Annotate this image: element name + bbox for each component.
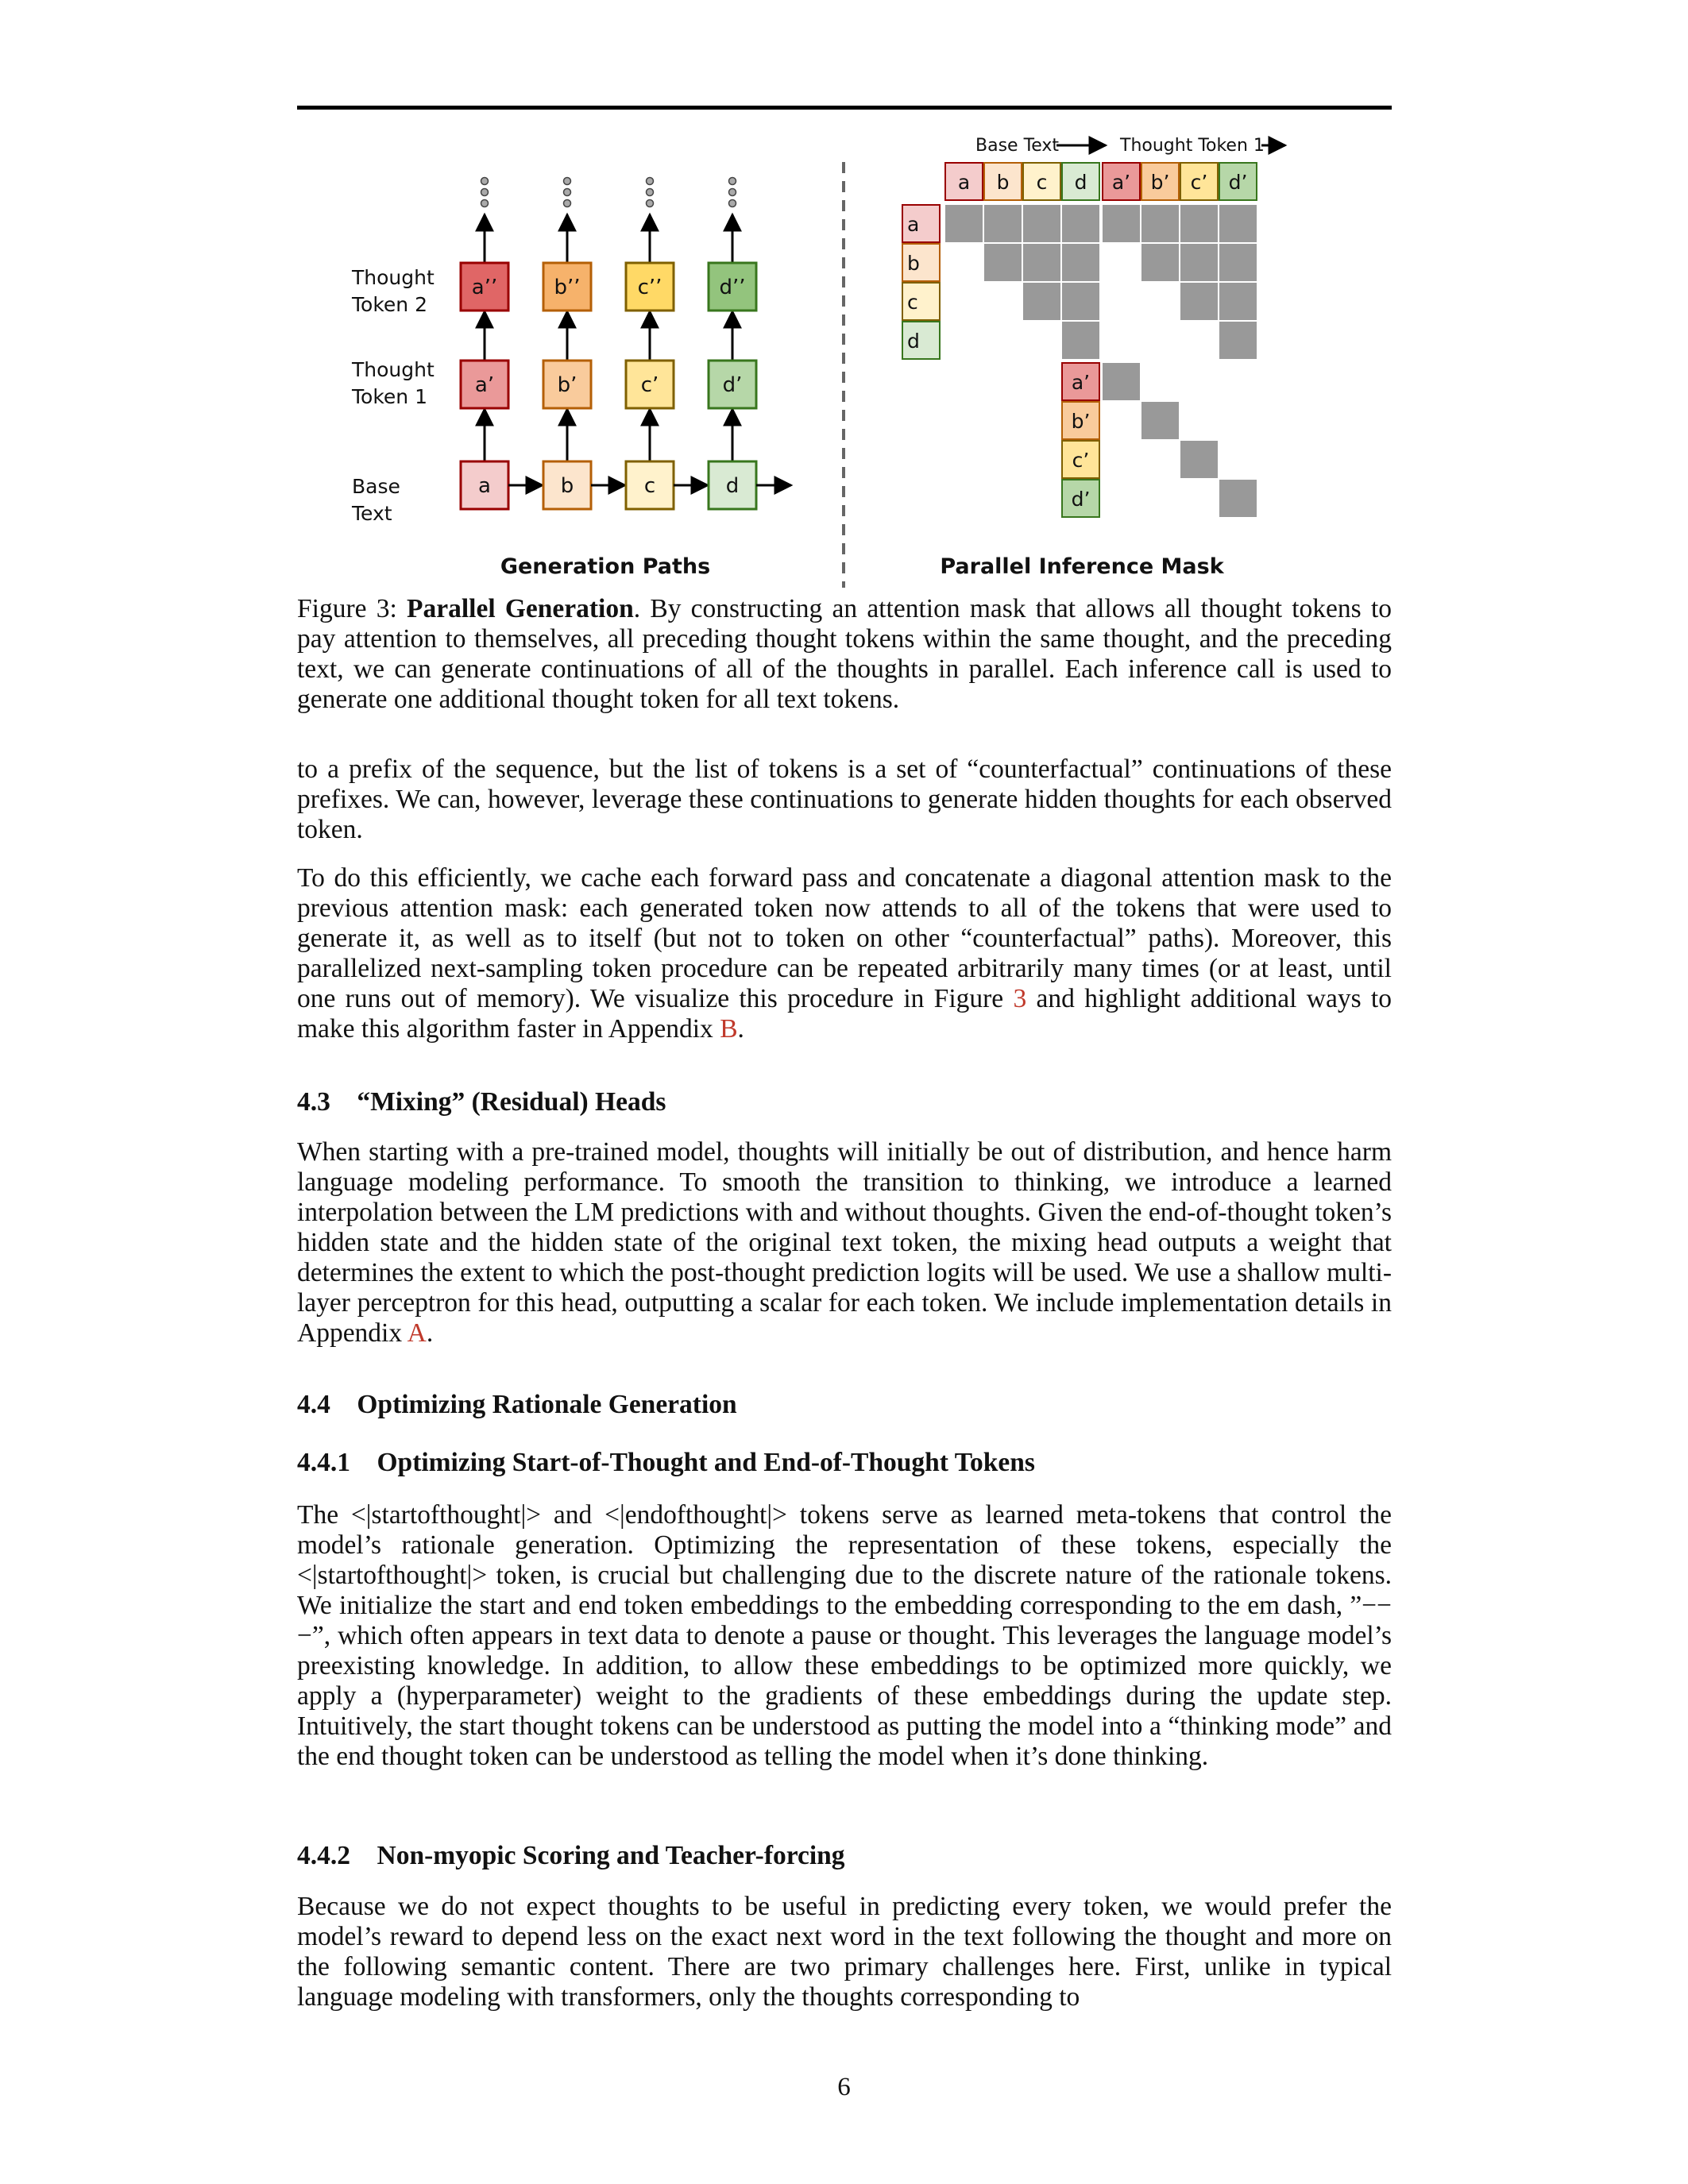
mask-cell-attend — [984, 205, 1022, 242]
row-label-base-text-line1: Base — [352, 475, 400, 498]
section-heading-4-4-1: 4.4.1 Optimizing Start-of-Thought and End-of-Thought Tokens — [297, 1448, 1035, 1477]
continuation-dot — [481, 189, 489, 196]
row-label-thought-token-2-line2: Token 2 — [352, 293, 427, 316]
continuation-dot — [647, 178, 654, 185]
mask-cell-attend — [1219, 244, 1257, 281]
thought-token-1-label: a’ — [474, 373, 495, 397]
mask-cell-attend — [1062, 322, 1099, 359]
generation-paths-title: Generation Paths — [500, 554, 711, 579]
paragraph-diagonal-mask — [297, 863, 1392, 1044]
mask-cell-attend — [1141, 205, 1179, 242]
appendix-a-link[interactable]: A — [407, 1318, 427, 1348]
thought-token-2-label: c’’ — [637, 276, 662, 299]
continuation-dot — [564, 178, 571, 185]
mask-column-header-base-text: b — [996, 171, 1010, 194]
mask-cell-attend — [1141, 402, 1179, 439]
continuation-dot — [647, 189, 654, 196]
thought-token-1-label: d’ — [722, 373, 743, 397]
section-heading-4-4-2: 4.4.2 Non-myopic Scoring and Teacher-forcing — [297, 1841, 845, 1870]
mask-column-header-thought-text: d’ — [1228, 171, 1248, 194]
mask-cell-attend — [1062, 283, 1099, 320]
mask-column-header-base-text: d — [1074, 171, 1087, 194]
mask-cell-attend — [1219, 283, 1257, 320]
mask-row-header-base-text: b — [907, 252, 920, 275]
continuation-dot — [647, 200, 654, 207]
continuation-dot — [564, 189, 571, 196]
mask-row-header-thought-text: b’ — [1071, 410, 1091, 433]
generation-paths — [461, 178, 791, 510]
mask-cell-attend — [945, 205, 983, 242]
paragraph-start-end-tokens — [297, 1500, 1392, 1772]
mask-cell-attend — [1023, 283, 1060, 320]
parallel-inference-mask — [902, 163, 1257, 517]
mask-row-header-base-text: c — [907, 291, 918, 314]
thought-token-2-label: a’’ — [471, 276, 498, 299]
page-number: 6 — [837, 2073, 851, 2101]
mask-cell-attend — [1062, 205, 1099, 242]
appendix-b-link[interactable]: B — [720, 1014, 738, 1044]
paragraph-text: . — [426, 1318, 434, 1348]
paragraph-text: The <|startofthought|> and <|endofthought|> tokens serve as learned meta-tokens that control the model’s rationale generation. Optimizing the representation of these tokens, especially the <|startofthought|> token, is crucial but challenging due to the discrete nature of the rationale tokens. We initialize the start and end token embeddings to the embedding corresponding to the em dash, ”−−−”, which often appears in text data to denote a pause or thought. This leverages the language model’s preexisting knowledge. In addition, to allow these embeddings to be optimized more quickly, we apply a (hyperparameter) weight to the gradients of these embeddings during the update step. Intuitively, the start thought tokens can be understood as putting the model into a “thinking mode” and the end thought token can be understood as telling the model when it’s done thinking. — [297, 1500, 1392, 1771]
mask-column-header-base-text: c — [1036, 171, 1048, 194]
mask-column-header-thought-text: b’ — [1150, 171, 1170, 194]
paragraph-non-myopic-scoring — [297, 1892, 1392, 2012]
figure-3-link[interactable]: 3 — [1013, 984, 1027, 1013]
row-label-thought-token-2-line1: Thought — [352, 266, 435, 289]
mask-cell-attend — [1219, 480, 1257, 517]
paragraph-counterfactual-continuations — [297, 754, 1392, 845]
mask-cell-attend — [1219, 205, 1257, 242]
parallel-inference-mask-title: Parallel Inference Mask — [940, 554, 1224, 579]
paragraph-text: to a prefix of the sequence, but the list of tokens is a set of “counterfactual” continuations of these prefixes. We can, however, leverage these continuations to generate hidden thoughts for each observed token. — [297, 754, 1392, 844]
thought-token-1-label: c’ — [640, 373, 659, 397]
mask-column-header-base-text: a — [957, 171, 971, 194]
base-token-label: d — [725, 474, 740, 498]
continuation-dot — [729, 200, 736, 207]
section-heading-4-3: 4.3 “Mixing” (Residual) Heads — [297, 1087, 666, 1117]
mask-row-header-base-text: a — [907, 213, 920, 236]
mask-header-base-text: Base Text — [975, 136, 1060, 156]
row-label-thought-token-1-line2: Token 1 — [352, 385, 427, 408]
mask-cell-attend — [1180, 244, 1218, 281]
thought-token-2-label: d’’ — [719, 276, 746, 299]
mask-row-header-thought-text: a’ — [1071, 371, 1091, 394]
mask-cell-attend — [1103, 363, 1140, 400]
paragraph-text: To do this efficiently, we cache each forward pass and concatenate a diagonal attention mask to the previous attention mask: each generated token now attends to all of the tokens that were used to generate it, as well as to itself (but not to token on other “counterfactual” paths). Moreover, this parallelized next-sampling token procedure can be repeated arbitrarily many times (or at least, until one runs out of memory). We visualize this procedure in Figure — [297, 863, 1392, 1013]
continuation-dot — [729, 178, 736, 185]
continuation-dot — [481, 178, 489, 185]
continuation-dot — [729, 189, 736, 196]
mask-cell-attend — [984, 244, 1022, 281]
mask-cell-attend — [1219, 322, 1257, 359]
thought-token-1-label: b’ — [557, 373, 577, 397]
mask-cell-attend — [1180, 283, 1218, 320]
base-token-label: b — [560, 474, 574, 498]
paragraph-text: Because we do not expect thoughts to be useful in predicting every token, we would prefer the model’s reward to depend less on the exact next word in the text following the thought and more on the following semantic content. There are two primary challenges here. First, unlike in typical language modeling with transformers, only the thoughts corresponding to — [297, 1892, 1392, 2012]
mask-row-header-thought-text: c’ — [1072, 449, 1090, 472]
mask-cell-attend — [1062, 244, 1099, 281]
mask-cell-attend — [1180, 205, 1218, 242]
base-token-label: c — [643, 474, 656, 498]
paragraph-text: and highlight additional ways to make this algorithm faster in Appendix — [297, 984, 1392, 1044]
mask-row-header-thought-text: d’ — [1071, 488, 1091, 511]
figure-3-parallel-generation — [0, 0, 1688, 588]
base-token-label: a — [478, 474, 491, 498]
mask-cell-attend — [1141, 244, 1179, 281]
row-label-thought-token-1-line1: Thought — [352, 358, 435, 381]
mask-row-header-base-text: d — [907, 330, 920, 353]
mask-header-thought-token-1: Thought Token 1 — [1120, 136, 1265, 156]
paragraph-text: When starting with a pre-trained model, thoughts will initially be out of distribution, and hence harm language modeling performance. To smooth the transition to thinking, we introduce a learned interpolation between the LM predictions with and without thoughts. Given the end-of-thought token’s hidden state and the hidden state of the original text token, the mixing head outputs a weight that determines the extent to which the post-thought prediction logits will be used. We use a shallow multi-layer perceptron for this head, outputting a scalar for each token. We include implementation details in Appendix — [297, 1137, 1392, 1348]
continuation-dot — [481, 200, 489, 207]
mask-column-header-thought-text: a’ — [1111, 171, 1131, 194]
paragraph-text: . — [737, 1014, 744, 1044]
figure-caption — [297, 594, 1392, 715]
mask-cell-attend — [1180, 441, 1218, 478]
paragraph-mixing-heads — [297, 1137, 1392, 1349]
mask-cell-attend — [1023, 244, 1060, 281]
row-label-base-text-line2: Text — [352, 502, 392, 525]
mask-cell-attend — [1023, 205, 1060, 242]
mask-cell-attend — [1103, 205, 1140, 242]
thought-token-2-label: b’’ — [554, 276, 581, 299]
caption-label: Figure 3: — [297, 594, 407, 623]
caption-text: . By constructing an attention mask that allows all thought tokens to pay attention to themselves, all preceding thought tokens within the same thought, and the preceding text, we can generate continuations of all of the thoughts in parallel. Each inference call is used to generate one additional thought token for all text tokens. — [297, 594, 1393, 714]
caption-title: Parallel Generation — [407, 594, 634, 623]
section-heading-4-4: 4.4 Optimizing Rationale Generation — [297, 1390, 737, 1419]
mask-column-header-thought-text: c’ — [1190, 171, 1208, 194]
continuation-dot — [564, 200, 571, 207]
